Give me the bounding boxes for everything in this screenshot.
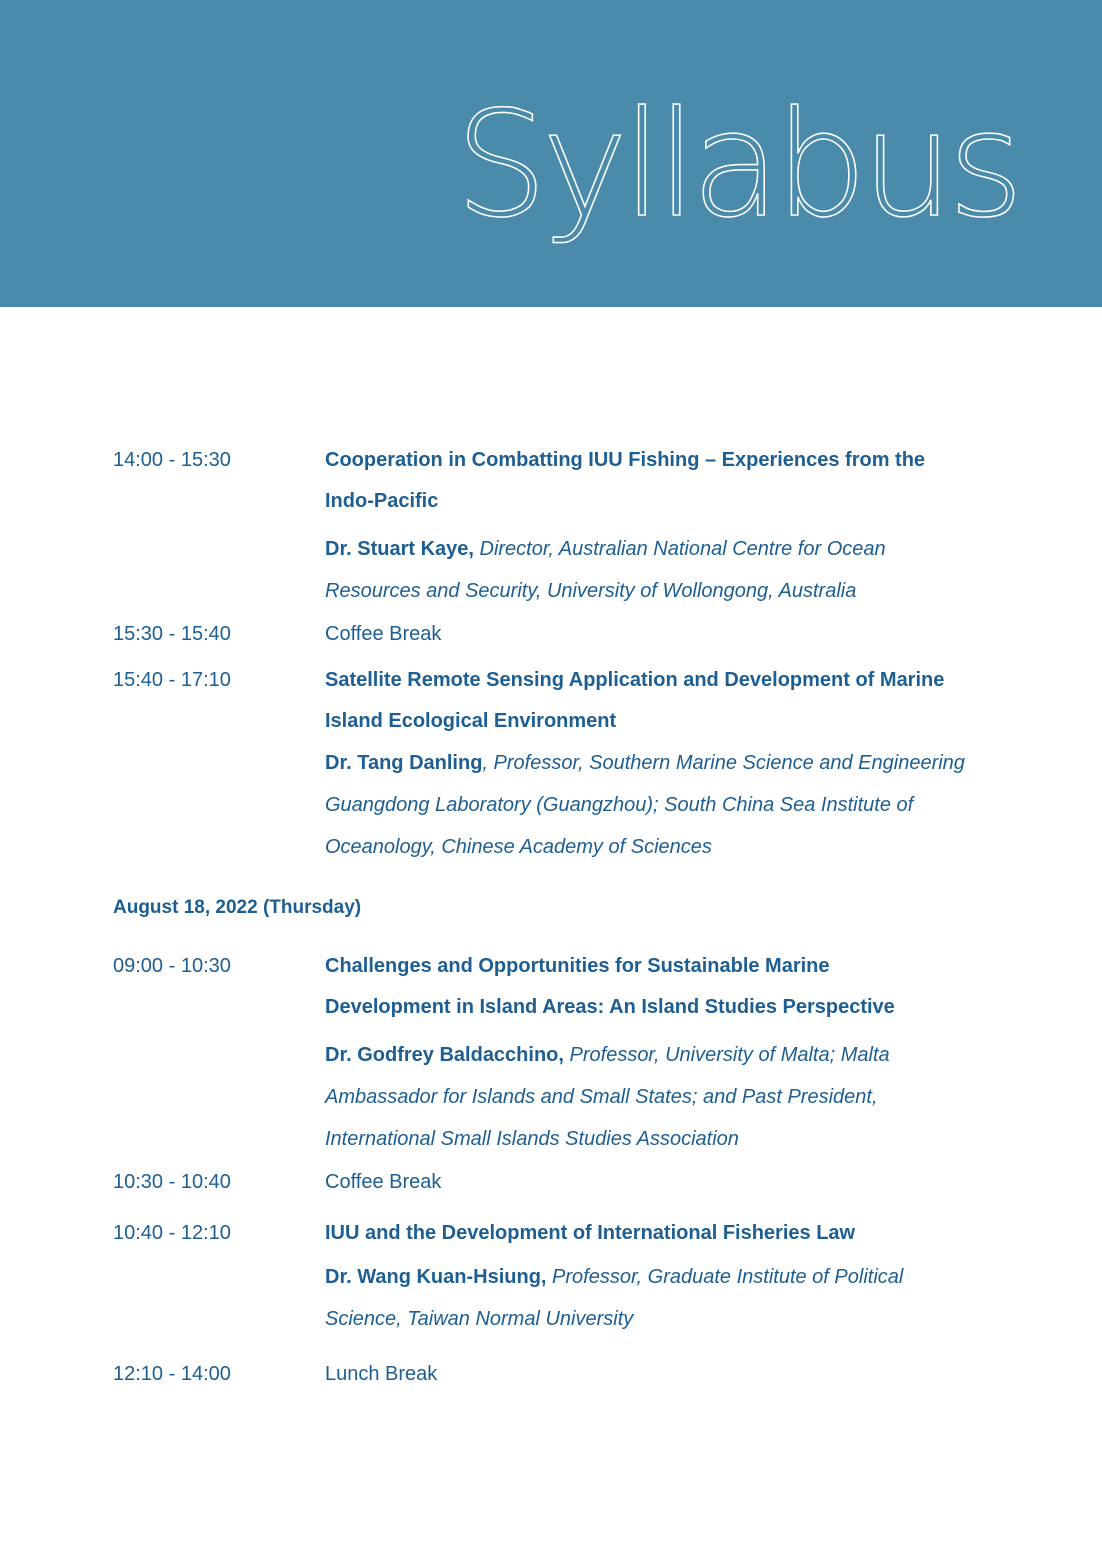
session-row xyxy=(113,1213,1013,1340)
speaker-info xyxy=(325,1034,965,1160)
header-band xyxy=(0,0,1102,307)
day-heading: August 18, 2022 (Thursday) xyxy=(113,897,362,918)
session-detail xyxy=(325,440,993,612)
speaker-role: Professor, University of Malta; Malta Ambassador for Islands and Small States; and Past President, International Small Islands Studies Association xyxy=(325,1044,890,1150)
session-row xyxy=(113,946,1013,1160)
session-detail xyxy=(325,1213,993,1340)
session-time: 15:40 - 17:10 xyxy=(113,669,231,691)
break-label: Coffee Break xyxy=(325,623,442,645)
break-label: Lunch Break xyxy=(325,1363,438,1385)
speaker-name: Dr. Godfrey Baldacchino, xyxy=(325,1044,564,1066)
session-detail xyxy=(325,946,993,1160)
session-title: Satellite Remote Sensing Application and Development of Marine Island Ecological Environment xyxy=(325,669,945,732)
break-row xyxy=(113,614,1013,655)
break-row xyxy=(113,1354,1013,1395)
speaker-name: Dr. Stuart Kaye, xyxy=(325,538,474,560)
session-time: 10:30 - 10:40 xyxy=(113,1171,231,1193)
speaker-name: Dr. Wang Kuan-Hsiung, xyxy=(325,1266,547,1288)
session-row xyxy=(113,660,1013,868)
session-time: 14:00 - 15:30 xyxy=(113,449,231,471)
session-detail xyxy=(325,1354,993,1395)
syllabus-content xyxy=(113,440,1013,1395)
session-title: Cooperation in Combatting IUU Fishing – Experiences from the Indo-Pacific xyxy=(325,449,926,512)
session-time: 15:30 - 15:40 xyxy=(113,623,231,645)
session-title: Challenges and Opportunities for Sustainable Marine Development in Island Areas: An Island Studies Perspective xyxy=(325,955,895,1018)
speaker-role: Director, Australian National Centre for Ocean Resources and Security, University of Wollongong, Australia xyxy=(325,538,886,602)
session-time: 10:40 - 12:10 xyxy=(113,1222,231,1244)
page-title: Syllabus xyxy=(455,80,1018,250)
session-detail xyxy=(325,1162,993,1203)
session-time: 09:00 - 10:30 xyxy=(113,955,231,977)
session-detail xyxy=(325,660,993,868)
break-label: Coffee Break xyxy=(325,1171,442,1193)
speaker-info xyxy=(325,528,965,612)
session-row xyxy=(113,440,1013,612)
speaker-name: Dr. Tang Danling xyxy=(325,752,483,774)
session-detail xyxy=(325,614,993,655)
speaker-info xyxy=(325,1256,970,1340)
speaker-info xyxy=(325,742,965,868)
session-time: 12:10 - 14:00 xyxy=(113,1363,231,1385)
speaker-role: , Professor, Southern Marine Science and Engineering Guangdong Laboratory (Guangzhou); South China Sea Institute of Oceanology, Chinese Academy of Sciences xyxy=(325,752,965,858)
session-title: IUU and the Development of International Fisheries Law xyxy=(325,1222,856,1244)
speaker-role: Professor, Graduate Institute of Political Science, Taiwan Normal University xyxy=(325,1266,904,1330)
break-row xyxy=(113,1162,1013,1203)
